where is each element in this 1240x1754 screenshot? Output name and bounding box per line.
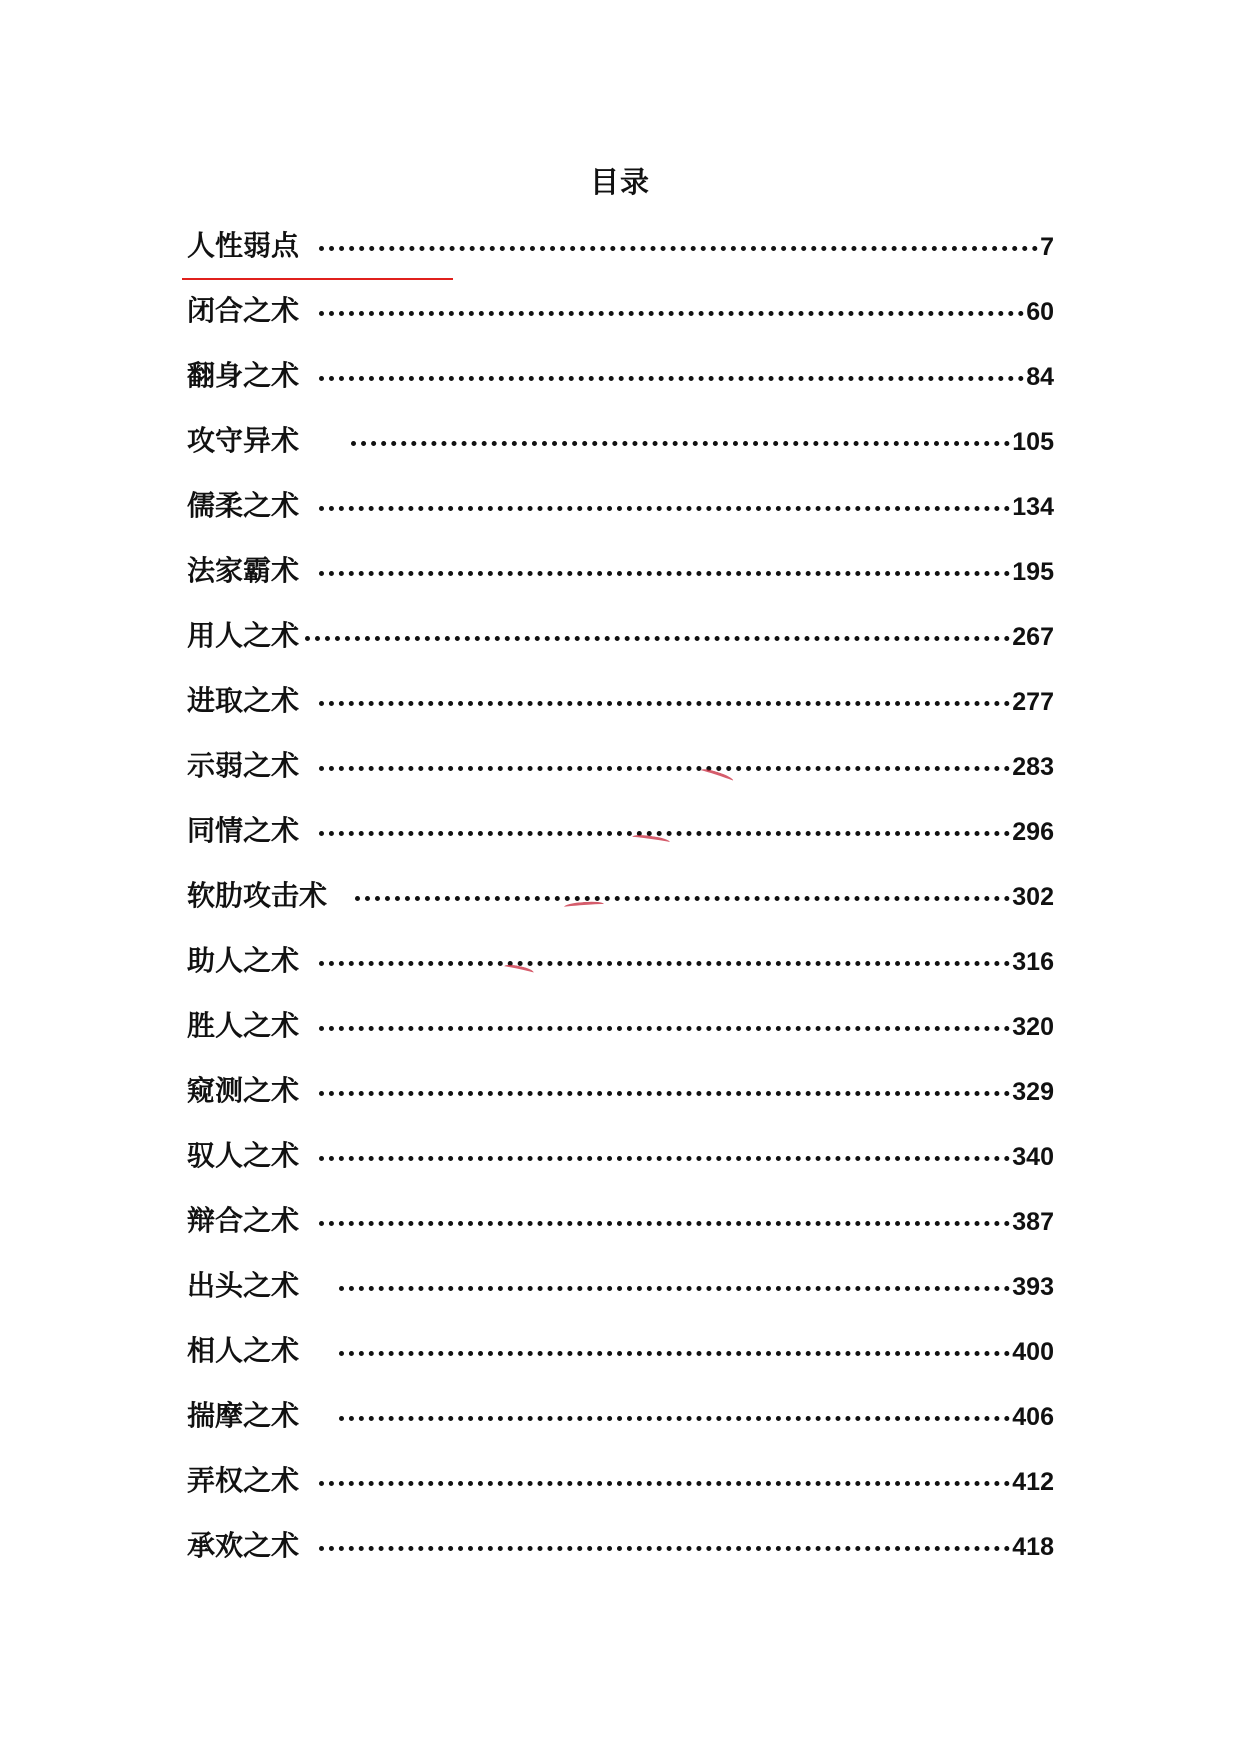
toc-entry[interactable]: [187, 1069, 1054, 1134]
toc-dot-leader: [305, 636, 1010, 641]
toc-dot-leader: [319, 831, 1010, 836]
toc-dot-leader: [339, 1286, 1010, 1291]
toc-entry[interactable]: [187, 1329, 1054, 1394]
toc-dot-leader: [355, 896, 1010, 901]
toc-entry-page: 418: [1012, 1533, 1054, 1561]
toc-entry-page: 302: [1012, 883, 1054, 911]
toc-dot-leader: [319, 1481, 1010, 1486]
toc-entry-label: 承欢之术: [187, 1529, 300, 1562]
toc-entry-label: 辩合之术: [187, 1204, 300, 1237]
toc-entry-label: 窥测之术: [187, 1074, 300, 1107]
toc-entry-page: 340: [1012, 1143, 1054, 1171]
toc-entry-page: 84: [1026, 363, 1054, 391]
toc-entry-page: 296: [1012, 818, 1054, 846]
toc-entry[interactable]: [187, 1004, 1054, 1069]
toc-dot-leader: [339, 1416, 1010, 1421]
toc-entry[interactable]: [187, 289, 1054, 354]
toc-entry-page: 277: [1012, 688, 1054, 716]
toc-dot-leader: [319, 376, 1024, 381]
toc-entry-page: 412: [1012, 1468, 1054, 1496]
toc-entry-label: 弄权之术: [187, 1464, 300, 1497]
page-title: 目录: [589, 165, 650, 199]
toc-entry-label: 攻守异术: [187, 424, 300, 457]
toc-dot-leader: [351, 441, 1010, 446]
toc-entry-label: 胜人之术: [187, 1009, 300, 1042]
toc-entry-page: 7: [1040, 233, 1054, 261]
toc-entry-label: 翻身之术: [187, 359, 300, 392]
toc-entry-label: 人性弱点: [187, 229, 300, 262]
toc-entry-label: 进取之术: [187, 684, 300, 717]
toc-dot-leader: [319, 961, 1010, 966]
toc-entry[interactable]: [187, 1134, 1054, 1199]
toc-dot-leader: [339, 1351, 1010, 1356]
toc-entry-page: 320: [1012, 1013, 1054, 1041]
toc-entry[interactable]: [187, 614, 1054, 679]
toc-dot-leader: [319, 1156, 1010, 1161]
toc-entry[interactable]: [187, 1394, 1054, 1459]
toc-entry-page: 393: [1012, 1273, 1054, 1301]
toc-entry-page: 60: [1026, 298, 1054, 326]
toc-entry[interactable]: [187, 1459, 1054, 1524]
toc-entry-label: 出头之术: [187, 1269, 300, 1302]
toc-list: [187, 224, 1054, 1589]
toc-entry-label: 相人之术: [187, 1334, 300, 1367]
toc-dot-leader: [319, 1546, 1010, 1551]
toc-entry-page: 406: [1012, 1403, 1054, 1431]
toc-dot-leader: [319, 701, 1010, 706]
toc-dot-leader: [319, 1221, 1010, 1226]
toc-entry[interactable]: [187, 874, 1054, 939]
toc-entry-page: 329: [1012, 1078, 1054, 1106]
toc-entry-page: 400: [1012, 1338, 1054, 1366]
toc-entry[interactable]: [187, 744, 1054, 809]
toc-entry-label: 用人之术: [187, 619, 300, 652]
toc-entry[interactable]: [187, 939, 1054, 1004]
toc-entry[interactable]: [187, 1199, 1054, 1264]
toc-dot-leader: [319, 246, 1038, 251]
toc-entry[interactable]: [187, 679, 1054, 744]
toc-entry-page: 283: [1012, 753, 1054, 781]
toc-entry[interactable]: [187, 809, 1054, 874]
toc-entry-label: 闭合之术: [187, 294, 300, 327]
toc-entry-label: 儒柔之术: [187, 489, 300, 522]
toc-entry[interactable]: [187, 224, 1054, 289]
toc-entry[interactable]: [187, 354, 1054, 419]
toc-entry-page: 267: [1012, 623, 1054, 651]
toc-entry-page: 134: [1012, 493, 1054, 521]
toc-entry-label: 软肋攻击术: [187, 879, 328, 912]
toc-entry-label: 助人之术: [187, 944, 300, 977]
toc-entry[interactable]: [187, 549, 1054, 614]
toc-entry-label: 示弱之术: [187, 749, 300, 782]
toc-entry-label: 同情之术: [187, 814, 300, 847]
toc-entry-label: 揣摩之术: [187, 1399, 300, 1432]
toc-entry-page: 316: [1012, 948, 1054, 976]
toc-dot-leader: [319, 766, 1010, 771]
toc-entry-label: 法家霸术: [187, 554, 300, 587]
toc-dot-leader: [319, 506, 1010, 511]
toc-entry-label: 驭人之术: [187, 1139, 300, 1172]
toc-entry[interactable]: [187, 484, 1054, 549]
toc-entry-page: 105: [1012, 428, 1054, 456]
toc-dot-leader: [319, 571, 1010, 576]
toc-entry-page: 387: [1012, 1208, 1054, 1236]
toc-entry-page: 195: [1012, 558, 1054, 586]
toc-dot-leader: [319, 1026, 1010, 1031]
toc-dot-leader: [319, 311, 1024, 316]
toc-entry[interactable]: [187, 419, 1054, 484]
toc-entry[interactable]: [187, 1264, 1054, 1329]
toc-dot-leader: [319, 1091, 1010, 1096]
toc-entry[interactable]: [187, 1524, 1054, 1589]
